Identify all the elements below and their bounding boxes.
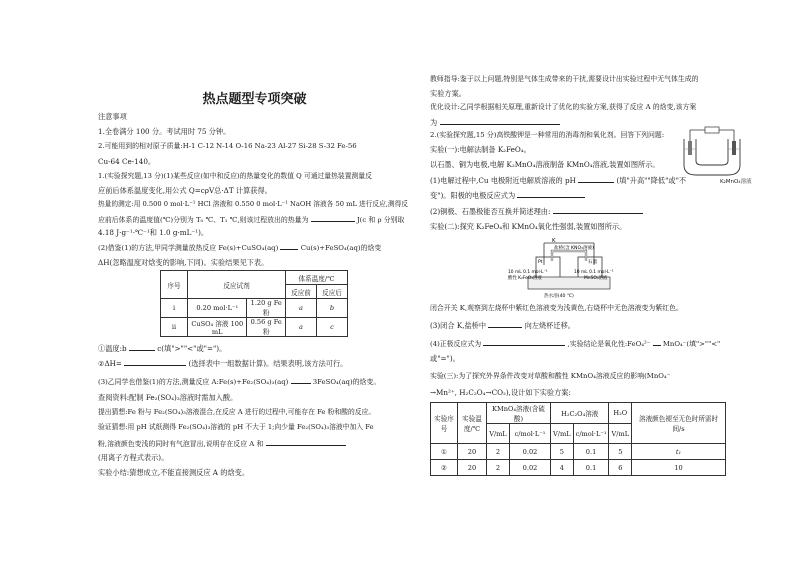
q2-1-line-2-text: 变")。阳极的电极反应式为 — [430, 191, 516, 200]
q1-part3-line-2: 查阅资料:配制 Fe₂(SO₄)₃溶液时需加入酸。 — [98, 393, 238, 402]
water-bath-label: 热水浴(40 ℃) — [544, 294, 574, 299]
q1-subq-2 — [98, 358, 347, 368]
teacher-guide: 教师指导:鉴于以上问题,特别是气体生成带来的干扰,需要设计出实验过程中无气体生成的 — [430, 75, 699, 83]
exp3-intro: 实验(三):为了探究外界条件改变对草酸和酸性 KMnO₄溶液反应的影响(MnO₄⁻ — [430, 372, 671, 380]
q2-4-mid: ,实验结论是氧化性:FeO₄²⁻ — [567, 340, 651, 348]
q1-part3-line-5 — [98, 438, 346, 449]
table-cell: ① — [431, 444, 458, 460]
th-after: 反应后 — [317, 285, 348, 299]
q1-part2-line-2: ΔH(忽略温度对焓变的影响,下同)。实验结果见下表。 — [98, 258, 269, 267]
q1-heat-blank[interactable] — [311, 214, 355, 222]
q1-part3-line-3: 提出猜想:Fe 粉与 Fe₂(SO₄)₃溶液混合,在反应 A 进行的过程中,可能存在 Fe 粉和酸的反应。 — [98, 408, 376, 416]
table-cell: 0.1 — [573, 460, 609, 476]
q2-3 — [430, 320, 575, 330]
table-cell: 6 — [609, 460, 632, 476]
q1-subq-1-tail: c(填">""<"或"=")。 — [157, 344, 227, 353]
reaction-arrow — [280, 245, 298, 250]
table-cell: i — [161, 299, 188, 318]
q2-2-text: (2)铜极、石墨极能否互换并简述理由: — [430, 207, 551, 216]
q2-3-tail: 向左烧杯迁移。 — [524, 321, 575, 330]
pt-electrode-label: Pt — [538, 260, 543, 265]
exp2-observation: 闭合开关 K,观察到左烧杯中紫红色溶液变为浅黄色,右烧杯中无色溶液变为紫红色。 — [430, 304, 683, 312]
q2-1-line-2 — [430, 190, 585, 200]
table-cell: 10 — [632, 460, 726, 476]
q2-4-line-2: 或"=")。 — [430, 354, 460, 363]
notes-heading: 注意事项 — [98, 112, 127, 121]
q2-1-line-1 — [430, 175, 686, 185]
th-exp-no: 实验序号 — [431, 403, 458, 444]
th-h2o: H₂O — [609, 403, 632, 424]
left-solution-conc: 10 mL 0.1 mol·L⁻¹ — [508, 270, 548, 275]
scheme-blank[interactable] — [440, 117, 560, 125]
q1-part3-line-6: (用离子方程式表示)。 — [98, 453, 169, 462]
exp1-title: 实验(一):电解法制备 K₂FeO₄。 — [430, 145, 531, 154]
q1-subq-2-tail: (选择表中一组数据计算)。结果表明,该方法可行。 — [188, 359, 348, 368]
q1-line-4-tail: J(c 和 ρ 分别取 — [356, 216, 405, 224]
table-cell: 4 — [551, 460, 574, 476]
optimized-design-2 — [430, 117, 560, 127]
q1-line-1: 1.(实验探究题,13 分)(1)某些反应(如中和反应)的热量变化的数值 Q 可通过量热装置测量反 — [98, 172, 372, 180]
q2-1-text: (1)电解过程中,Cu 电极附近电解质溶液的 pH — [430, 176, 576, 185]
ph-blank[interactable] — [578, 175, 614, 183]
note-1: 1.全卷满分 100 分。考试用时 75 分钟。 — [98, 127, 231, 136]
page-title: 热点题型专项突破 — [202, 92, 307, 107]
table-cell: a — [286, 318, 317, 337]
th-concentration: c/mol·L⁻¹ — [573, 424, 609, 444]
table-cell: 0.02 — [510, 460, 551, 476]
table-cell: 20 — [458, 460, 487, 476]
q2-1-tail: (填"升高""降低"或"不 — [616, 176, 687, 185]
q1-part3-text: (3)乙同学也借鉴(1)的方法,测量反应 A:Fe(s)+Fe₂(SO₄)₃(aq) — [98, 378, 289, 386]
ion-migration-blank[interactable] — [488, 320, 522, 328]
left-solution-name: 酸性 K₂FeO₄溶液 — [508, 276, 542, 281]
galvanic-cell-figure — [508, 237, 630, 301]
table-cell: 0.1 — [573, 444, 609, 460]
th-volume: V/mL — [609, 424, 632, 444]
th-before: 反应前 — [286, 285, 317, 299]
note-2b: Cu-64 Ce-140。 — [98, 157, 156, 166]
table-iron-reaction — [160, 270, 348, 337]
table-cell: ii — [161, 318, 188, 337]
th-reagent: 反应试剂 — [188, 271, 286, 299]
q1-part2-tail: Cu(s)+FeSO₄(aq)的焓变 — [300, 244, 382, 252]
q2-2 — [430, 206, 643, 216]
table-cell: c — [317, 318, 348, 337]
th-h2c2o4: H₂C₂O₄溶液 — [551, 403, 609, 424]
compare-blank[interactable] — [129, 343, 155, 351]
switch-k-label: K — [552, 238, 556, 244]
table-cell: 1.20 g Fe 粉 — [247, 299, 286, 318]
table-cell: t₁ — [632, 444, 726, 460]
table-cell: 0.56 g Fe 粉 — [247, 318, 286, 337]
table-cell: b — [317, 299, 348, 318]
enthalpy-blank[interactable] — [124, 358, 186, 366]
th-exp-temp: 实验温度/℃ — [458, 403, 487, 444]
q1-line-4 — [98, 214, 404, 225]
right-solution-conc: 10 mL 0.1 mol·L⁻¹ — [574, 270, 614, 275]
q1-line-2: 应前后体系温度变化,用公式 Q=cρV总·ΔT 计算获得。 — [98, 186, 272, 195]
q1-part2-text: (2)借鉴(1)的方法,甲同学测量放热反应 Fe(s)+CuSO₄(aq) — [98, 244, 279, 252]
table-cell: 0.02 — [510, 444, 551, 460]
oxidizing-compare-blank[interactable] — [653, 338, 661, 346]
swap-reason-blank[interactable] — [553, 206, 643, 214]
th-temp: 体系温度/℃ — [286, 271, 348, 285]
table-cell: 20 — [458, 444, 487, 460]
q1-part3-line-1 — [98, 378, 380, 387]
q1-subq-1 — [98, 343, 226, 353]
ionic-equation-blank[interactable] — [266, 438, 346, 446]
q2-4 — [430, 338, 720, 349]
optimized-design: 优化设计:乙同学根据相关原理,重新设计了优化的实验方案,获得了反应 A 的焓变,该方案 — [430, 103, 697, 111]
q2-intro: 2.(实验探究题,15 分)高铁酸钾是一种常用的消毒剂和氧化剂。回答下列问题: — [430, 131, 665, 139]
note-2a: 2.可能用到的相对原子质量:H-1 C-12 N-14 O-16 Na-23 Al-27 Si-28 S-32 Fe-56 — [98, 142, 357, 150]
table-cell: ② — [431, 460, 458, 476]
q1-subq-1-text: ①温度:b — [98, 344, 127, 353]
th-fade-time: 溶液颜色褪至无色时所需时间/s — [632, 403, 726, 444]
table-cell: 2 — [487, 460, 510, 476]
table-cell: CuSO₄ 溶液 100 mL — [188, 318, 247, 337]
table-experiment-conditions — [430, 402, 726, 476]
table-cell: 5 — [551, 444, 574, 460]
exp2-title: 实验(二):探究 K₂FeO₄和 KMnO₄氧化性强弱,装置如图所示。 — [430, 222, 627, 231]
table-cell: 0.20 mol·L⁻¹ — [188, 299, 247, 318]
q2-3-text: (3)闭合 K,盐桥中 — [430, 321, 487, 330]
table-cell: 2 — [487, 444, 510, 460]
q1-part3-tail: 3FeSO₄(aq)的焓变。 — [312, 378, 381, 386]
exp1-desc: 以石墨、铜为电极,电解 K₂MnO₄溶液制备 KMnO₄溶液,装置如图所示。 — [430, 160, 660, 169]
q1-line-4-text: 应前后体系的温度值(℃)分别为 T₀ ℃、T₁ ℃,则该过程放出的热量为 — [98, 216, 309, 224]
q1-line-3: 热量的测定:用 0.500 0 mol·L⁻¹ HCl 溶液和 0.550 0 mol·L⁻¹ NaOH 溶液各 50 mL 进行反应,测得反 — [98, 200, 408, 208]
th-concentration: c/mol·L⁻¹ — [510, 424, 551, 444]
table-cell: 5 — [609, 444, 632, 460]
teacher-guide-2: 实验方案。 — [430, 89, 466, 98]
q1-part3-line-7: 实验小结:猜想成立,不能直接测反应 A 的焓变。 — [98, 468, 250, 477]
q1-part3-line-5-text: 粉,溶液颜色变浅的同时有气泡冒出,说明存在反应 A 和 — [98, 440, 264, 448]
table-cell: a — [286, 299, 317, 318]
q2-4-text: (4)正极反应式为 — [430, 340, 482, 348]
q1-part2-line-1 — [98, 244, 381, 253]
optimized-design-2-text: 为 — [430, 118, 438, 127]
fig1-solution-label: K₂MnO₄溶液 — [720, 179, 752, 185]
reaction-arrow — [291, 379, 311, 384]
exp3-intro-2: →Mn²⁺, H₂C₂O₄→CO₂),设计如下实验方案: — [430, 388, 571, 397]
q1-line-5: 4.18 J·g⁻¹·℃⁻¹和 1.0 g·mL⁻¹)。 — [98, 228, 209, 237]
cathode-blank[interactable] — [483, 338, 565, 346]
graphite-electrode-label: 石墨 — [588, 260, 598, 265]
electrolysis-apparatus-figure — [676, 125, 752, 187]
right-solution-name: MnSO₄溶液 — [584, 276, 608, 281]
anode-blank[interactable] — [517, 190, 585, 198]
q1-subq-2-text: ②ΔH= — [98, 359, 122, 368]
th-kmno4: KMnO₄溶液(含硫酸) — [487, 403, 551, 424]
q2-4-tail: MnO₄⁻(填">""<" — [662, 340, 721, 348]
q1-part3-line-4: 验证猜想:用 pH 试纸测得 Fe₂(SO₄)₃溶液的 pH 不大于 1;向少量 Fe₂(SO₄)₃溶液中加入 Fe — [98, 423, 374, 431]
th-volume: V/mL — [551, 424, 574, 444]
th-seq: 序号 — [161, 271, 188, 299]
salt-bridge-label: 盐桥(含 KNO₃溶液) — [554, 246, 594, 251]
th-volume: V/mL — [487, 424, 510, 444]
